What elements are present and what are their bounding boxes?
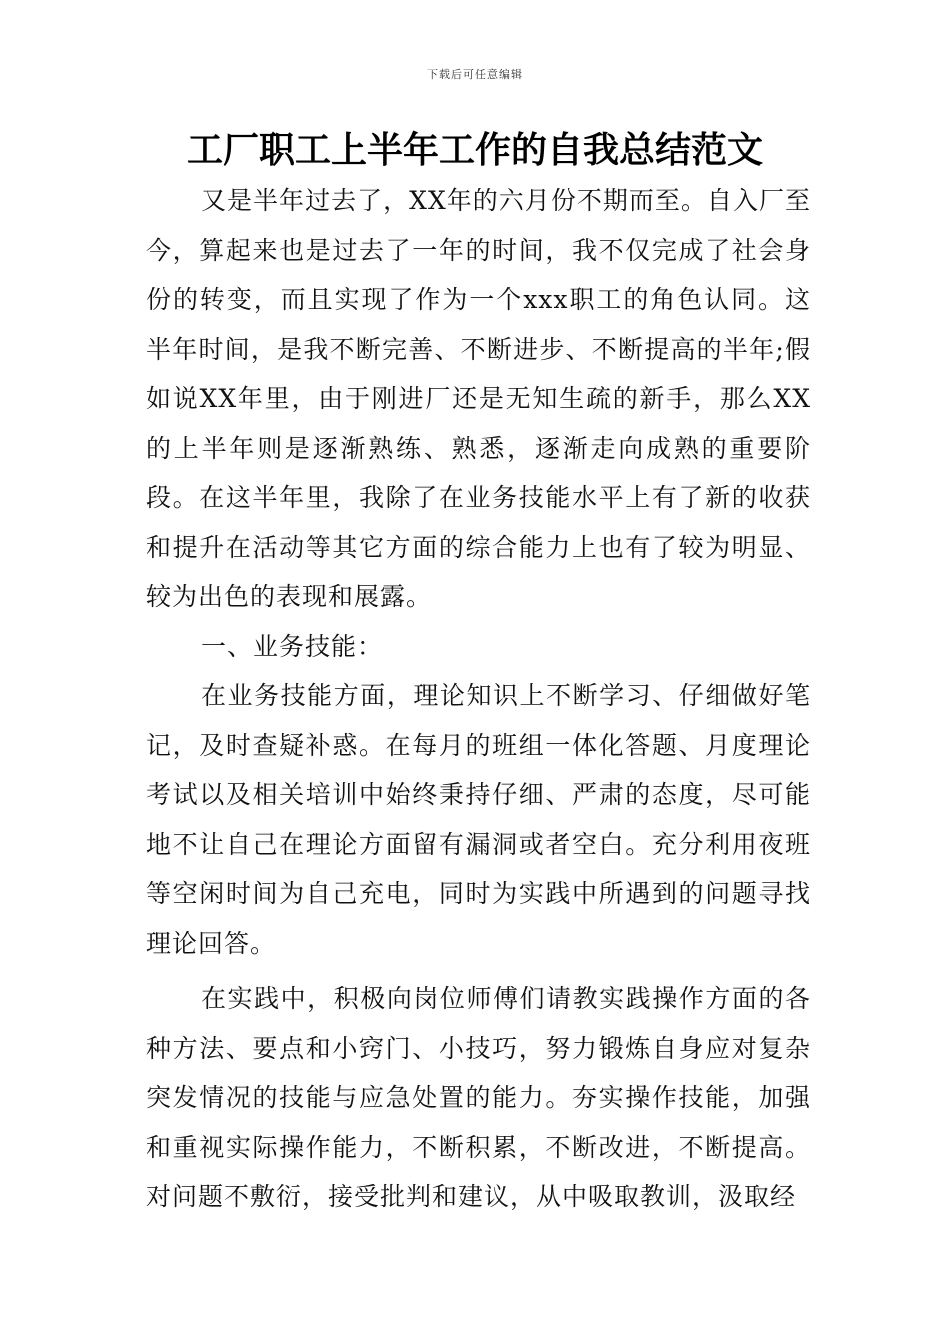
- section-heading-business-skills: 一、业务技能：: [201, 631, 384, 661]
- paragraph-practice: 在实践中，积极向岗位师傅们请教实践操作方面的各种方法、要点和小窍门、小技巧，努力锻炼自身应对复杂突发情况的技能与应急处置的能力。夯实操作技能，加强和重视实际操作能力，不断积累，不断改进，不断提高。对问题不敷衍，接受批判和建议，从中吸取教训，汲取经: [146, 984, 811, 1211]
- paragraph-theory: 在业务技能方面，理论知识上不断学习、仔细做好笔记，及时查疑补惑。在每月的班组一体化答题、月度理论考试以及相关培训中始终秉持仔细、严肃的态度，尽可能地不让自己在理论方面留有漏洞或者空白。充分利用夜班等空闲时间为自己充电，同时为实践中所遇到的问题寻找理论回答。: [146, 681, 811, 958]
- header-note: 下载后可任意编辑: [427, 68, 523, 81]
- document-title: 工厂职工上半年工作的自我总结范文: [186, 130, 763, 171]
- paragraph-intro: 又是半年过去了，XX年的六月份不期而至。自入厂至今，算起来也是过去了一年的时间，我不仅完成了社会身份的转变，而且实现了作为一个xxx职工的角色认同。这半年时间，是我不断完善、不断进步、不断提高的半年;假如说XX年里，由于刚进厂还是无知生疏的新手，那么XX的上半年则是逐渐熟练、熟悉，逐渐走向成熟的重要阶段。在这半年里，我除了在业务技能水平上有了新的收获和提升在活动等其它方面的综合能力上也有了较为明显、较为出色的表现和展露。: [146, 186, 811, 611]
- document-body: [146, 176, 811, 1222]
